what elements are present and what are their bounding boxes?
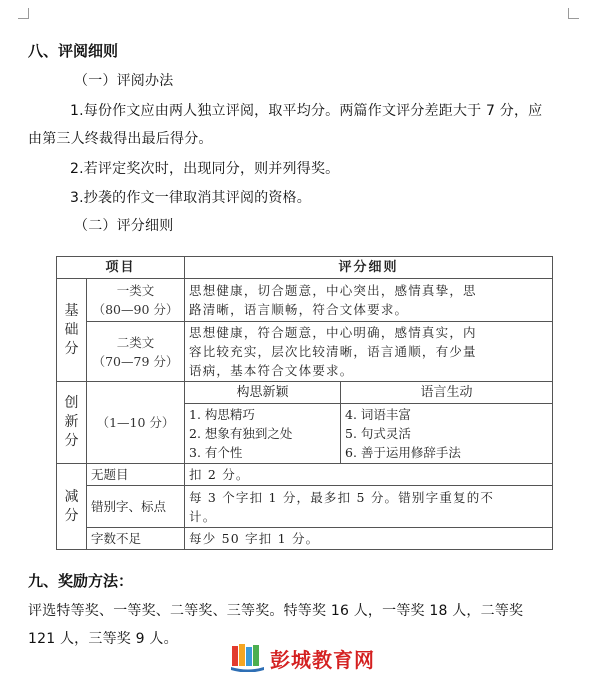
concept-items: 1. 构思精巧 2. 想象有独到之处 3. 有个性 [185, 404, 341, 464]
no-title-rule: 扣 2 分。 [185, 464, 553, 486]
no-title-label: 无题目 [87, 464, 185, 486]
rule-1-line-1: 1.每份作文应由两人独立评阅，取平均分。两篇作文评分差距大于 7 分，应 [70, 103, 543, 119]
typo-rule: 每 3 个字扣 1 分，最多扣 5 分。错别字重复的不 计。 [185, 486, 553, 528]
page-corner-mark [568, 8, 579, 19]
basic-score-label: 基 础 分 [57, 279, 87, 382]
header-item: 项目 [57, 257, 185, 279]
innovation-col-concept: 构思新颖 [185, 382, 341, 404]
book-icon [230, 642, 266, 672]
class-2-criteria: 思想健康，符合题意，中心明确，感情真实，内 容比较充实，层次比较清晰，语言通顺，有少量 语病，基本符合文体要求。 [185, 322, 553, 382]
innovation-col-language: 语言生动 [341, 382, 553, 404]
class-1-label: 一类文 （80—90 分） [87, 279, 185, 322]
innovation-range: （1—10 分） [87, 382, 185, 464]
language-items: 4. 词语丰富 5. 句式灵活 6. 善于运用修辞手法 [341, 404, 553, 464]
header-details: 评分细则 [185, 257, 553, 279]
rule-3: 3.抄袭的作文一律取消其评阅的资格。 [70, 190, 311, 206]
rule-1-line-2: 由第三人终裁得出最后得分。 [28, 131, 213, 147]
class-2-label: 二类文 （70—79 分） [87, 322, 185, 382]
page-corner-mark [18, 8, 29, 19]
deduction-label: 减 分 [57, 464, 87, 550]
typo-label: 错别字、标点 [87, 486, 185, 528]
section-9-heading: 九、奖励方法： [28, 572, 134, 590]
scoring-table [56, 256, 553, 550]
short-label: 字数不足 [87, 528, 185, 550]
rule-2: 2.若评定奖次时，出现同分，则并列得奖。 [70, 161, 340, 177]
award-line-1: 评选特等奖、一等奖、二等奖、三等奖。特等奖 16 人，一等奖 18 人，二等奖 [28, 603, 524, 619]
watermark-text: 彭城教育网 [270, 648, 375, 672]
section-8-heading: 八、评阅细则 [28, 42, 119, 60]
details-subheading: （二）评分细则 [74, 218, 174, 234]
award-line-2: 121 人，三等奖 9 人。 [28, 631, 178, 647]
short-rule: 每少 50 字扣 1 分。 [185, 528, 553, 550]
class-1-criteria: 思想健康，切合题意，中心突出，感情真挚，思 路清晰，语言顺畅，符合文体要求。 [185, 279, 553, 322]
method-subheading: （一）评阅办法 [74, 73, 174, 89]
innovation-score-label: 创 新 分 [57, 382, 87, 464]
site-watermark-logo [230, 640, 380, 674]
